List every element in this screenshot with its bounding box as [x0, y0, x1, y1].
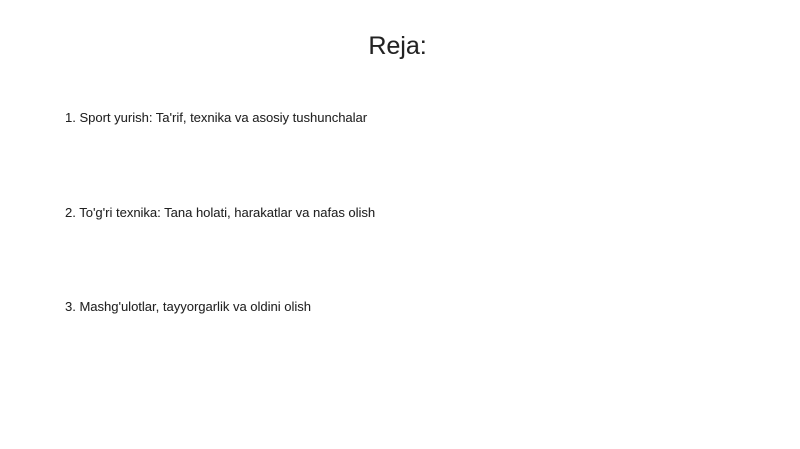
agenda-item-3: 3. Mashg'ulotlar, tayyorgarlik va oldini olish: [65, 299, 311, 314]
agenda-item-1: 1. Sport yurish: Ta'rif, texnika va asosiy tushunchalar: [65, 110, 368, 125]
slide-title: Reja:: [368, 32, 427, 60]
agenda-item-2: 2. To'g'ri texnika: Tana holati, harakatlar va nafas olish: [65, 205, 376, 220]
